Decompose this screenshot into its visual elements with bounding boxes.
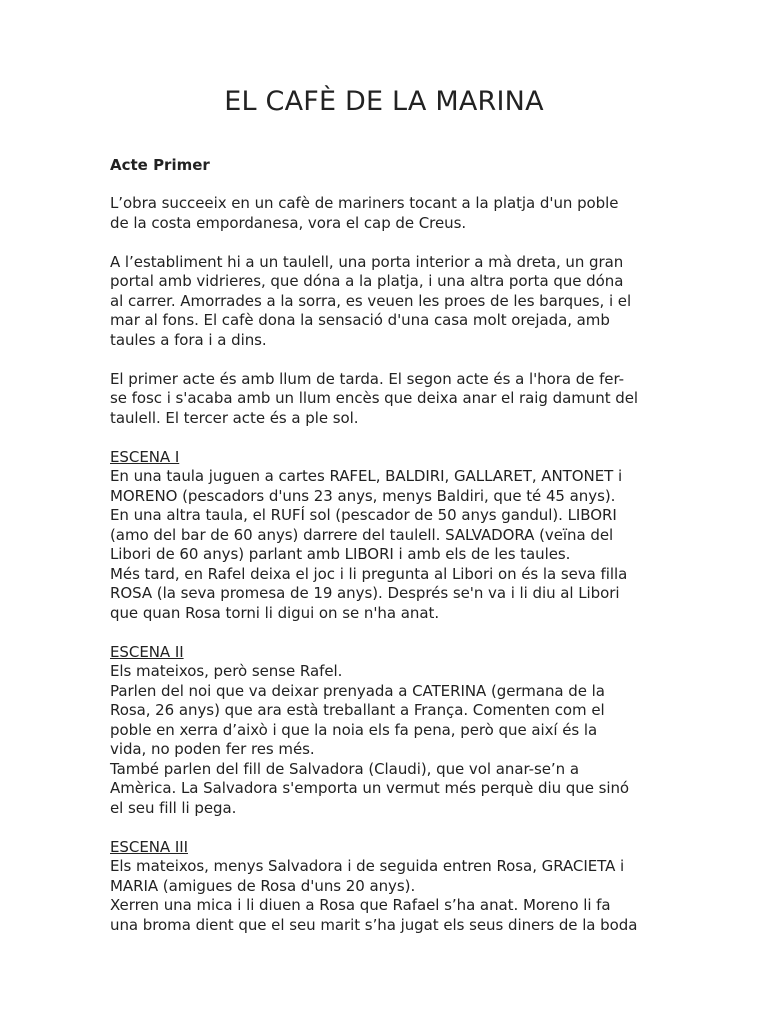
- text-line: També parlen del fill de Salvadora (Claudi), que vol anar-se’n a: [110, 759, 579, 778]
- text-line: portal amb vidrieres, que dóna a la platja, i una altra porta que dóna: [110, 272, 624, 290]
- scene-title: ESCENA III: [110, 837, 188, 856]
- intro-paragraph-1: [110, 194, 662, 233]
- text-line: una broma dient que el seu marit s’ha jugat els seus diners de la boda: [110, 915, 638, 934]
- scene-1: [110, 448, 662, 624]
- intro-paragraph-2: [110, 253, 662, 351]
- text-line: Rosa, 26 anys) que ara està treballant a França. Comenten com el: [110, 701, 605, 719]
- text-line: poble en xerra d’això i que la noia els fa pena, però que així és la: [110, 720, 598, 739]
- text-line: de la costa empordanesa, vora el cap de Creus.: [110, 213, 467, 232]
- text-line: En una taula juguen a cartes RAFEL, BALDIRI, GALLARET, ANTONET i: [110, 467, 623, 485]
- text-line: que quan Rosa torni li digui on se n'ha anat.: [110, 603, 440, 622]
- text-line: se fosc i s'acaba amb un llum encès que deixa anar el raig damunt del: [110, 389, 639, 407]
- act-heading: Acte Primer: [110, 156, 210, 174]
- scene-title: ESCENA I: [110, 447, 180, 466]
- text-line: MARIA (amigues de Rosa d'uns 20 anys).: [110, 876, 416, 895]
- text-line: MORENO (pescadors d'uns 23 anys, menys Baldiri, que té 45 anys).: [110, 486, 616, 505]
- text-line: el seu fill li pega.: [110, 798, 237, 817]
- scene-title: ESCENA II: [110, 642, 184, 661]
- text-line: En una altra taula, el RUFÍ sol (pescador de 50 anys gandul). LIBORI: [110, 506, 617, 524]
- text-line: L’obra succeeix en un cafè de mariners tocant a la platja d'un poble: [110, 194, 619, 212]
- text-line: (amo del bar de 60 anys) darrere del taulell. SALVADORA (veïna del: [110, 525, 614, 544]
- text-line: ROSA (la seva promesa de 19 anys). Després se'n va i li diu al Libori: [110, 584, 620, 602]
- scene-3: [110, 838, 662, 936]
- text-line: mar al fons. El cafè dona la sensació d'una casa molt orejada, amb: [110, 311, 610, 329]
- text-line: Més tard, en Rafel deixa el joc i li pregunta al Libori on és la seva filla: [110, 564, 628, 583]
- text-line: Amèrica. La Salvadora s'emporta un vermut més perquè diu que sinó: [110, 779, 630, 797]
- text-line: Xerren una mica i li diuen a Rosa que Rafael s’ha anat. Moreno li fa: [110, 896, 611, 914]
- text-line: vida, no poden fer res més.: [110, 740, 315, 758]
- text-line: A l’establiment hi a un taulell, una porta interior a mà dreta, un gran: [110, 252, 624, 271]
- text-line: Els mateixos, menys Salvadora i de seguida entren Rosa, GRACIETA i: [110, 857, 625, 875]
- document-title: EL CAFÈ DE LA MARINA: [224, 86, 544, 117]
- text-line: taules a fora i a dins.: [110, 330, 267, 349]
- text-line: El primer acte és amb llum de tarda. El segon acte és a l'hora de fer-: [110, 369, 625, 388]
- text-line: Parlen del noi que va deixar prenyada a CATERINA (germana de la: [110, 681, 605, 700]
- text-line: Els mateixos, però sense Rafel.: [110, 662, 343, 680]
- scene-2: [110, 643, 662, 819]
- document-page: [110, 86, 662, 955]
- text-line: al carrer. Amorrades a la sorra, es veuen les proes de les barques, i el: [110, 291, 632, 310]
- text-line: taulell. El tercer acte és a ple sol.: [110, 408, 359, 427]
- text-line: Libori de 60 anys) parlant amb LIBORI i amb els de les taules.: [110, 545, 571, 563]
- intro-paragraph-3: [110, 370, 662, 429]
